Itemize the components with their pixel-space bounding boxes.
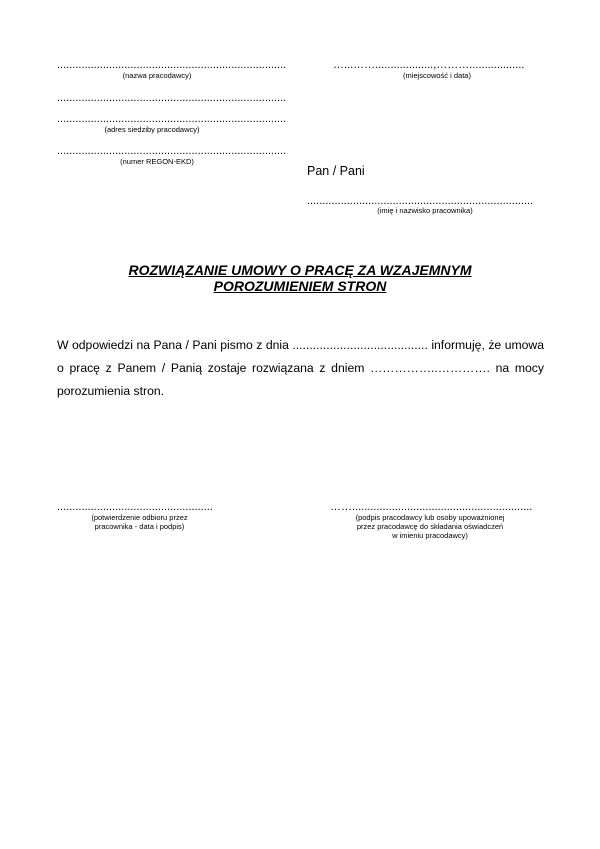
employee-signature-caption-2: pracownika - data i podpis): [94, 522, 185, 531]
body-line-1: W odpowiedzi na Pana / Pani pismo z dnia ........................................ informuję, że umowa: [57, 338, 544, 352]
employer-address-dots-1: ...........................................................................: [57, 92, 287, 104]
regon-caption: (numer REGON-EKD): [120, 157, 194, 166]
place-date-caption: (miejscowość i data): [403, 71, 471, 80]
employee-name-caption: (imię i nazwisko pracownika): [377, 206, 473, 215]
body-line-2: o pracę z Panem / Panią zostaje rozwiązana z dniem ……………..…………. na mocy: [57, 361, 544, 375]
document-title-line-1: ROZWIĄZANIE UMOWY O PRACĘ ZA WZAJEMNYM: [128, 262, 472, 278]
place-date-dots: …...……...................,………..................: [333, 59, 525, 71]
employer-address-caption: (adres siedziby pracodawcy): [104, 125, 200, 134]
employer-signature-dots: ……...........................................................: [330, 501, 533, 513]
addressee-label: Pan / Pani: [307, 164, 365, 178]
employee-name-dots: ..........................................................................: [307, 195, 534, 207]
regon-dots: ...........................................................................: [57, 145, 287, 157]
employee-signature-caption-1: (potwierdzenie odbioru przez: [91, 513, 188, 522]
document-title-line-2: POROZUMIENIEM STRON: [213, 278, 387, 294]
body-paragraph: [57, 334, 544, 403]
body-line-3: porozumienia stron.: [57, 384, 165, 398]
employer-name-dots: ...........................................................................: [57, 59, 287, 71]
employer-address-dots-2: ...........................................................................: [57, 113, 287, 125]
employer-signature-caption-2: przez pracodawcę do składania oświadczeń: [356, 522, 504, 531]
employer-signature-caption-3: w imieniu pracodawcy): [392, 531, 468, 540]
employee-signature-dots: ...................................................: [57, 501, 213, 513]
employer-signature-caption-1: (podpis pracodawcy lub osoby upoważnionej: [355, 513, 505, 522]
employer-name-caption: (nazwa pracodawcy): [122, 71, 192, 80]
